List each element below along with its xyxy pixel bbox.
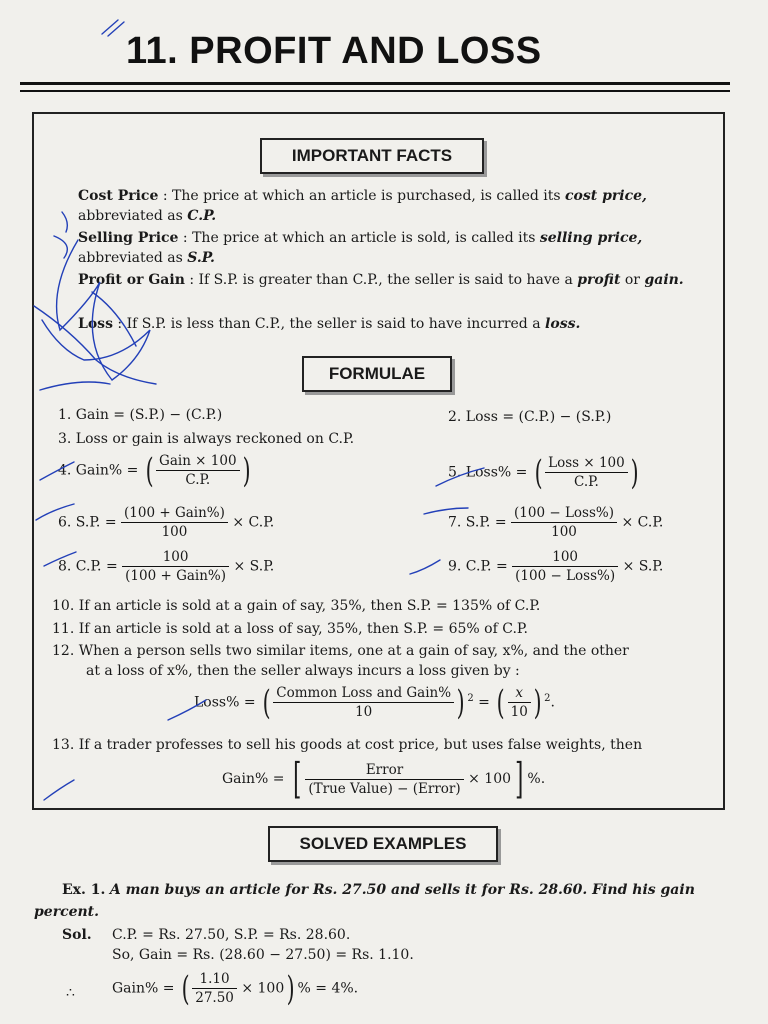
formula-13-label: Gain% = <box>222 771 285 787</box>
solution-final: Gain% = ( $\frac{1.10}{27.50}$ × 100) % = 4%. <box>112 968 359 1009</box>
formula-4-fraction: $\frac{\text{Gain × 100}}{C.P.}$ <box>156 452 240 489</box>
formula-5: 5. Loss% = ( $\frac{\text{Loss × 100}}{C.P.}$ ) <box>448 452 639 493</box>
example-1-label: Ex. 1. <box>62 882 106 898</box>
title-rule-thick <box>20 82 730 85</box>
profit-definition: Profit or Gain : If S.P. is greater than C.P., the seller is said to have a profit or gain. <box>78 272 684 288</box>
title-rule-thin <box>20 90 730 92</box>
formula-9-fraction: $\frac{100}{\text{(100 − Loss\%)}}$ <box>512 548 618 585</box>
formula-12-label: Loss% = <box>194 694 256 711</box>
formula-10: 10. If an article is sold at a gain of say, 35%, then S.P. = 135% of C.P. <box>52 598 541 614</box>
solution-line-2: So, Gain = Rs. (28.60 − 27.50) = Rs. 1.10. <box>112 947 414 963</box>
loss-definition: Loss : If S.P. is less than C.P., the seller is said to have incurred a loss. <box>78 316 581 332</box>
formula-5-fraction: $\frac{\text{Loss × 100}}{C.P.}$ <box>545 454 628 491</box>
formulae-heading: FORMULAE <box>302 356 452 392</box>
selling-price-term: Selling Price <box>78 230 179 246</box>
formula-4: 4. Gain% = ( $\frac{\text{Gain × 100}}{C.P.}$ ) <box>58 450 251 491</box>
solution-label: Sol. <box>62 927 92 943</box>
loss-term: Loss <box>78 316 113 332</box>
formula-6-fraction: $\frac{\text{(100 + Gain\%)}}{100}$ <box>121 504 228 541</box>
important-facts-heading: IMPORTANT FACTS <box>260 138 484 174</box>
example-1-question: Ex. 1. A man buys an article for Rs. 27.50 and sells it for Rs. 28.60. Find his gain <box>62 882 695 898</box>
chapter-title: 11. PROFIT AND LOSS <box>126 30 542 72</box>
example-1-question-cont: percent. <box>34 904 100 920</box>
therefore-symbol: ∴ <box>66 985 75 1001</box>
formula-8-label: 8. C.P. = <box>58 558 118 575</box>
formula-6: 6. S.P. = $\frac{\text{(100 + Gain\%)}}{100}$ × C.P. <box>58 505 275 540</box>
formula-13: Gain% = [ $\frac{\text{Error}}{\text{(True Value) − (Error)}}$ × 100] %. <box>222 754 546 803</box>
formula-9: 9. C.P. = $\frac{100}{\text{(100 − Loss\%)}}$ × S.P. <box>448 549 664 584</box>
formula-12-fraction-2: $\frac{x}{10}$ <box>508 684 531 721</box>
formula-11: 11. If an article is sold at a loss of say, 35%, then S.P. = 65% of C.P. <box>52 621 528 637</box>
selling-price-definition: Selling Price : The price at which an article is sold, is called its selling price, abbreviated as S.P. <box>78 230 643 266</box>
formula-12-line-b: at a loss of x%, then the seller always incurs a loss given by : <box>86 663 520 679</box>
formula-5-label: 5. Loss% = <box>448 464 528 481</box>
formula-4-label: 4. Gain% = <box>58 462 139 479</box>
formula-7-label: 7. S.P. = <box>448 514 507 531</box>
formula-12: Loss% = ( $\frac{\text{Common Loss and Gain\%}}{10}$ ) $^2$ = ( $\frac{x}{10}$ ) $^2$. <box>194 682 555 723</box>
solution-line-1: C.P. = Rs. 27.50, S.P. = Rs. 28.60. <box>112 927 351 943</box>
formula-12-line-a: 12. When a person sells two similar items, one at a gain of say, x%, and the other <box>52 643 629 659</box>
cost-price-term: Cost Price <box>78 188 159 204</box>
formula-13-fraction: $\frac{\text{Error}}{\text{(True Value) − (Error)}}$ <box>305 761 463 798</box>
formula-12-fraction: $\frac{\text{Common Loss and Gain\%}}{10}$ <box>273 684 454 721</box>
solution-fraction: $\frac{1.10}{27.50}$ <box>192 970 237 1007</box>
formula-8: 8. C.P. = $\frac{100}{\text{(100 + Gain\%)}}$ × S.P. <box>58 549 275 584</box>
formula-7-fraction: $\frac{\text{(100 − Loss\%)}}{100}$ <box>511 504 617 541</box>
formula-8-fraction: $\frac{100}{\text{(100 + Gain\%)}}$ <box>122 548 229 585</box>
formula-3: 3. Loss or gain is always reckoned on C.P. <box>58 431 355 447</box>
formula-6-label: 6. S.P. = <box>58 514 117 531</box>
formula-1: 1. Gain = (S.P.) − (C.P.) <box>58 407 223 423</box>
cost-price-definition: Cost Price : The price at which an article is purchased, is called its cost price, abbreviated as C.P. <box>78 188 647 224</box>
formula-7: 7. S.P. = $\frac{\text{(100 − Loss\%)}}{100}$ × C.P. <box>448 505 664 540</box>
formula-13-line: 13. If a trader professes to sell his goods at cost price, but uses false weights, then <box>52 737 643 753</box>
formula-2: 2. Loss = (C.P.) − (S.P.) <box>448 409 612 425</box>
formula-9-label: 9. C.P. = <box>448 558 508 575</box>
profit-term: Profit or Gain <box>78 272 185 288</box>
solved-examples-heading: SOLVED EXAMPLES <box>268 826 498 862</box>
